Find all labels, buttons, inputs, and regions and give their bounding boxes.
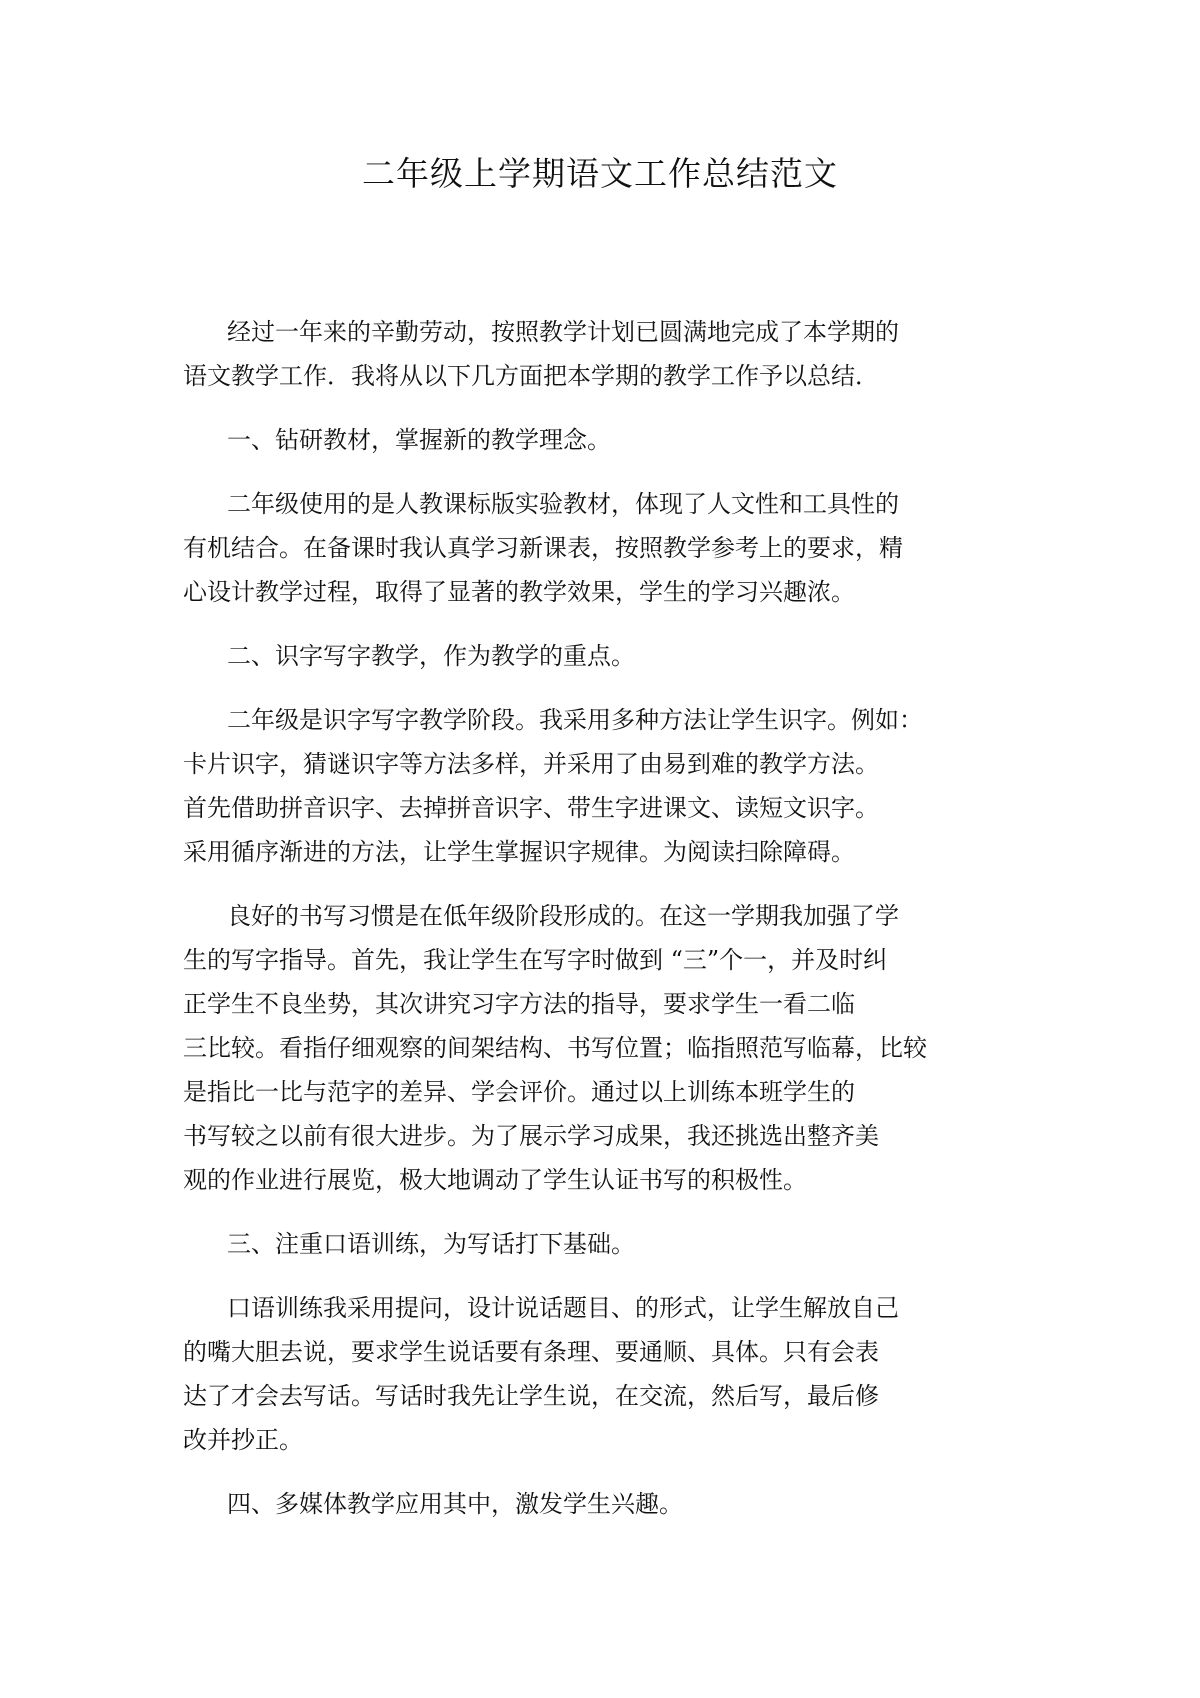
text-line: 生的写字指导。首先，我让学生在写字时做到 “三”个一，并及时纠 [183, 946, 888, 974]
text-line: 正学生不良坐势，其次讲究习字方法的指导，要求学生一看二临 [183, 990, 855, 1018]
text-line: 良好的书写习惯是在低年级阶段形成的。在这一学期我加强了学 [227, 902, 899, 930]
text-line: 一、钻研教材，掌握新的教学理念。 [227, 426, 611, 454]
text-line: 三、注重口语训练，为写话打下基础。 [227, 1230, 635, 1258]
section-heading-4 [183, 1482, 1023, 1526]
paragraph-intro [183, 310, 1023, 398]
text-line: 经过一年来的辛勤劳动，按照教学计划已圆满地完成了本学期的 [227, 318, 899, 346]
text-line: 书写较之以前有很大进步。为了展示学习成果，我还挑选出整齐美 [183, 1122, 879, 1150]
text-line: 心设计教学过程，取得了显著的教学效果，学生的学习兴趣浓。 [183, 578, 855, 606]
text-line: 四、多媒体教学应用其中，激发学生兴趣。 [227, 1490, 683, 1518]
text-line: 采用循序渐进的方法，让学生掌握识字规律。为阅读扫除障碍。 [183, 838, 855, 866]
text-line: 观的作业进行展览，极大地调动了学生认证书写的积极性。 [183, 1166, 807, 1194]
paragraph-section-3 [183, 1286, 1023, 1462]
text-line: 二年级使用的是人教课标版实验教材，体现了人文性和工具性的 [227, 490, 899, 518]
paragraph-section-1 [183, 482, 1023, 614]
text-line: 二、识字写字教学，作为教学的重点。 [227, 642, 635, 670]
paragraph-section-2a [183, 698, 1023, 874]
text-line: 改并抄正。 [183, 1426, 303, 1454]
text-line: 是指比一比与范字的差异、学会评价。通过以上训练本班学生的 [183, 1078, 855, 1106]
section-heading-3 [183, 1222, 1023, 1266]
text-line: 二年级是识字写字教学阶段。我采用多种方法让学生识字。例如： [227, 706, 923, 734]
document-body [183, 310, 1023, 1546]
text-line: 首先借助拼音识字、去掉拼音识字、带生字进课文、读短文识字。 [183, 794, 879, 822]
document-title: 二年级上学期语文工作总结范文 [362, 154, 838, 193]
text-line: 达了才会去写话。写话时我先让学生说，在交流，然后写，最后修 [183, 1382, 879, 1410]
paragraph-section-2b [183, 894, 1023, 1202]
text-line: 语文教学工作．我将从以下几方面把本学期的教学工作予以总结． [183, 362, 879, 390]
text-line: 三比较。看指仔细观察的间架结构、书写位置；临指照范写临幕，比较 [183, 1034, 927, 1062]
section-heading-1 [183, 418, 1023, 462]
text-line: 卡片识字，猜谜识字等方法多样，并采用了由易到难的教学方法。 [183, 750, 879, 778]
section-heading-2 [183, 634, 1023, 678]
text-line: 有机结合。在备课时我认真学习新课表，按照教学参考上的要求，精 [183, 534, 903, 562]
text-line: 的嘴大胆去说，要求学生说话要有条理、要通顺、具体。只有会表 [183, 1338, 879, 1366]
text-line: 口语训练我采用提问，设计说话题目、的形式，让学生解放自己 [227, 1294, 899, 1322]
